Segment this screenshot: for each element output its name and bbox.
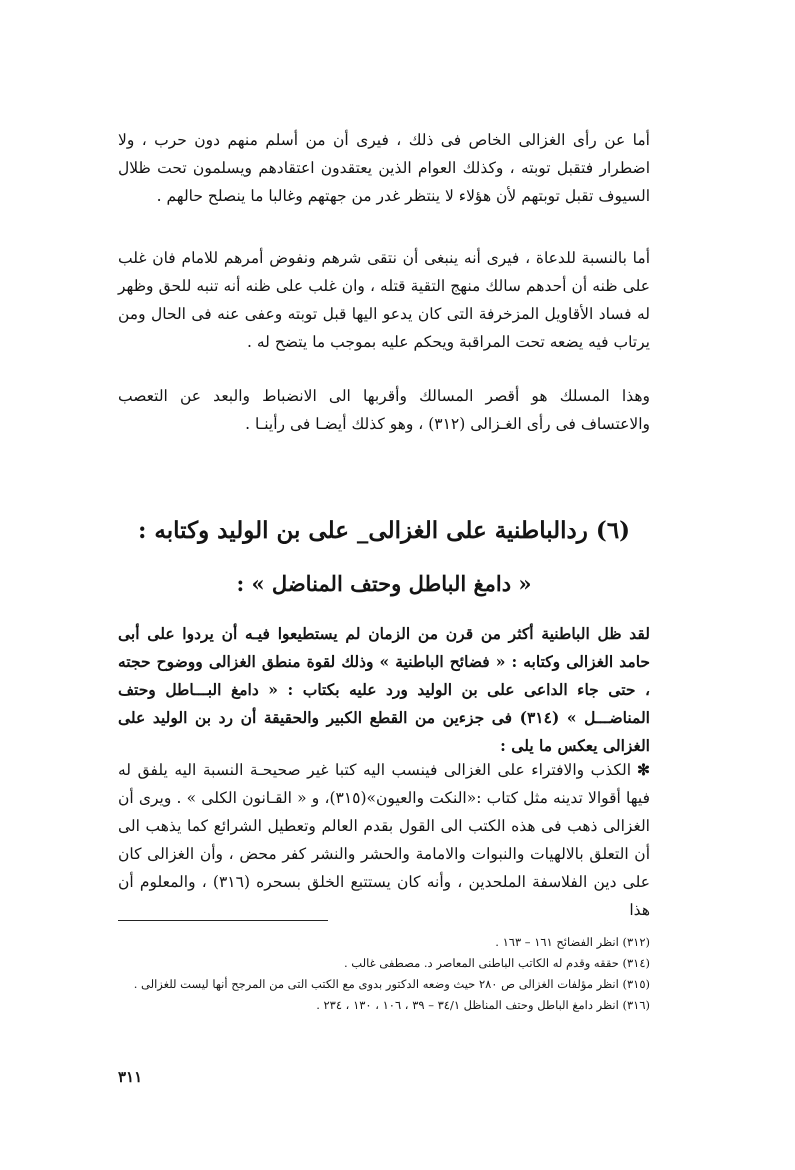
section-paragraph-2-text: الكذب والافتراء على الغزالى فينسب اليه كتبا غير صحيحـة النسبة اليه يلفق له فيها أقوالا تدينه مثل كتاب :«النكت والعيون»(٣١٥)، و « القـانون الكلى » . ويرى أن الغزالى ذهب فى هذه الكتب الى القول بقدم العالم وتعطيل الشرائع كما يذهب الى أن التعلق بالالهيات والنبوات والامامة والحشر والنشر كفر محض ، وأن الغزالى كان على دين الفلاسفة الملحدين ، وأنه كان يستتبع الخلق بسحره (٣١٦) ، والمعلوم أن هذا (118, 761, 650, 919)
section-paragraph-1: لقد ظل الباطنية أكثر من قرن من الزمان لم يستطيعوا فيـه أن يردوا على أبى حامد الغزالى وكتابه : « فضائح الباطنية » وذلك لقوة منطق الغزالى ووضوح حجته ، حتى جاء الداعى على بن الوليد ورد عليه بكتاب : « دامغ البـــاطل وحتف المناضـــل » (٣١٤) فى جزءين من القطع الكبير والحقيقة أن رد بن الوليد على الغزالى يعكس ما يلى : (118, 624, 650, 755)
footnote-item: (٣١٦) انظر دامغ الباطل وحتف المناظل ٣٤/١ – ٣٩ ، ١٠٦ ، ١٣٠ ، ٢٣٤ . (316, 998, 650, 1012)
asterisk-bullet-icon: ✻ (637, 760, 650, 779)
paragraph-1: أما عن رأى الغزالى الخاص فى ذلك ، فيرى أن من أسلم منهم دون حرب ، ولا اضطرار فتقبل توبته ، وكذلك العوام الذين يعتقدون اعتقادهم ويسلمون تحت ظلال السيوف تقبل توبتهم لأن هؤلاء لا ينتظر غدر من جهتهم وغالبا ما ينصلح حالهم . (118, 131, 650, 205)
paragraph-3: وهذا المسلك هو أقصر المسالك وأقربها الى الانضباط والبعد عن التعصب والاعتساف فى رأى الغـزالى (٣١٢) ، وهو كذلك أيضـا فى رأينـا . (118, 387, 650, 433)
paragraph-2: أما بالنسبة للدعاة ، فيرى أنه ينبغى أن نتقى شرهم ونفوض أمرهم للامام فان غلب على ظنه أن أحدهم سالك منهج التقية قتله ، وان غلب على ظنه أنه تنبه للحق وظهر له فساد الأقاويل المزخرفة التى كان يدعو اليها قبل توبته وعفى عنه فى الحال ومن يرتاب فيه يضعه تحت المراقبة ويحكم عليه بموجب ما يتضح له . (118, 249, 650, 351)
section-heading: (٦) ردالباطنية على الغزالى_ على بن الوليد وكتابه : (137, 517, 631, 544)
page-number: ٣١١ (118, 1068, 143, 1086)
footnote-divider (118, 920, 328, 921)
footnote-item: (٣١٢) انظر الفضائح ١٦١ – ١٦٣ . (495, 935, 650, 949)
footnotes-list (118, 932, 650, 1016)
section-subheading: « دامغ الباطل وحتف المناضل » : (236, 571, 532, 596)
footnote-item: (٣١٤) حققه وقدم له الكاتب الباطنى المعاصر د. مصطفى غالب . (343, 956, 650, 970)
footnote-item: (٣١٥) انظر مؤلفات الغزالى ص ٢٨٠ حيث وضعه الدكتور بدوى مع الكتب التى من المرجح أنها ليست للغزالى . (133, 977, 650, 991)
book-page (118, 120, 650, 1160)
section-paragraph-2 (118, 756, 650, 924)
